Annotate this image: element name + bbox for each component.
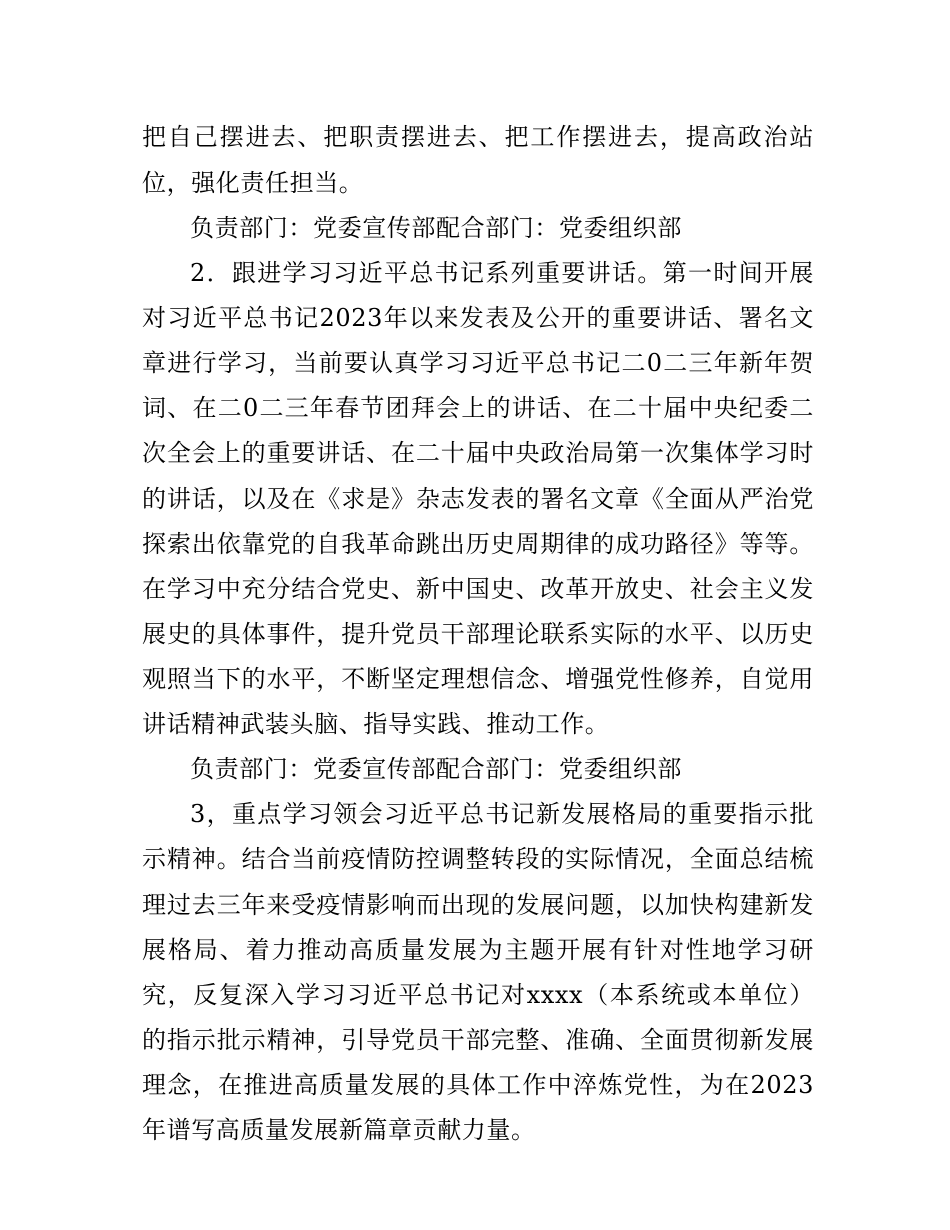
paragraph-line: 观照当下的水平，不断坚定理想信念、增强党性修养，自觉用 [142,665,814,693]
paragraph-line: 对习近平总书记2023年以来发表及公开的重要讲话、署名文 [142,304,814,332]
paragraph-line: 年谱写高质量发展新篇章贡献力量。 [142,1116,536,1144]
paragraph-line: 理过去三年来受疫情影响而出现的发展问题，以加快构建新发 [142,891,814,919]
paragraph-line: 展史的具体事件，提升党员干部理论联系实际的水平、以历史 [142,620,814,648]
paragraph-line: 章进行学习，当前要认真学习习近平总书记二0二三年新年贺 [142,349,814,377]
paragraph-line: 在学习中充分结合党史、新中国史、改革开放史、社会主义发 [142,575,814,603]
responsible-department-line: 负责部门：党委宣传部配合部门：党委组织部 [190,214,682,242]
paragraph-line: 示精神。结合当前疫情防控调整转段的实际情况，全面总结梳 [142,845,814,873]
paragraph-line: 2．跟进学习习近平总书记系列重要讲话。第一时间开展 [190,259,814,287]
paragraph-line: 展格局、着力推动高质量发展为主题开展有针对性地学习研 [142,936,814,964]
paragraph-line: 究，反复深入学习习近平总书记对xxxx（本系统或本单位） [142,981,814,1009]
paragraph-line: 把自己摆进去、把职责摆进去、把工作摆进去，提高政治站 [142,123,814,151]
paragraph-line: 次全会上的重要讲话、在二十届中央政治局第一次集体学习时 [142,439,814,467]
paragraph-line: 词、在二0二三年春节团拜会上的讲话、在二十届中央纪委二 [142,394,814,422]
paragraph-line: 探索出依靠党的自我革命跳出历史周期律的成功路径》等等。 [142,530,814,558]
responsible-department-line: 负责部门：党委宣传部配合部门：党委组织部 [190,755,682,783]
paragraph-line: 3，重点学习领会习近平总书记新发展格局的重要指示批 [190,800,814,828]
paragraph-line: 理念，在推进高质量发展的具体工作中淬炼党性，为在2023 [142,1071,814,1099]
paragraph-line: 的讲话，以及在《求是》杂志发表的署名文章《全面从严治党 [142,485,814,513]
paragraph-line: 位，强化责任担当。 [142,169,364,197]
paragraph-line: 讲话精神武装头脑、指导实践、推动工作。 [142,710,610,738]
paragraph-line: 的指示批示精神，引导党员干部完整、准确、全面贯彻新发展 [142,1026,814,1054]
